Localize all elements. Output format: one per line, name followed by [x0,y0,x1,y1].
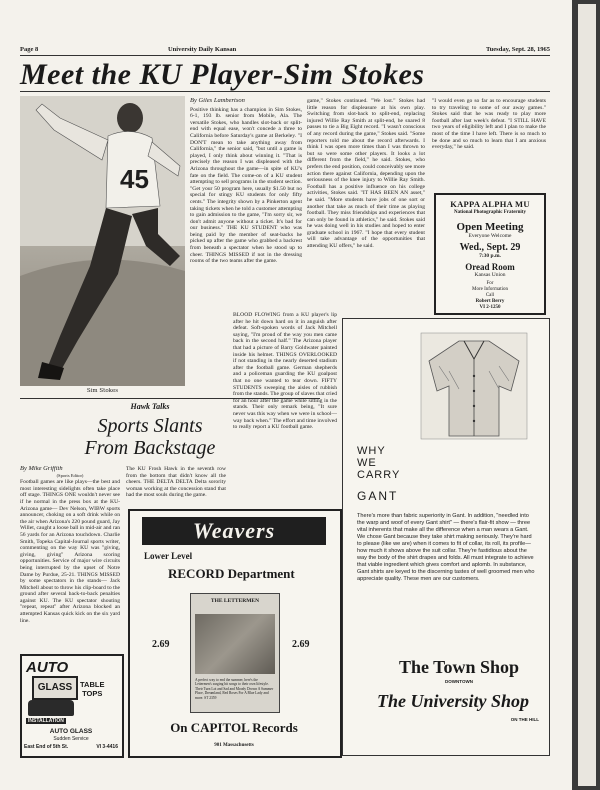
page-headline: Meet the KU Player-Sim Stokes [20,58,425,91]
story-column-3 [432,98,546,186]
table-tops-1: TABLE [80,680,105,689]
column-title-2: From Backstage [84,437,216,459]
kappa-info-2: More Information [472,287,508,292]
column-byline: By Mike Griffith [20,466,63,472]
weavers-ad [128,509,342,758]
kappa-alpha-mu-ad [434,193,546,315]
headline-rule [20,91,550,92]
gant-brand: GANT [357,489,399,503]
kappa-phone: VI 2-1250 [479,305,501,310]
gant-body: There's more than fabric superiority in Gant. In addition, "needled into the warp and woof of every Gant shirt" — there's flair-fit show — three vital inherents that make all the difference when a man wears a Gant. We chose Gant because they take shirt making seriously. They're hard to please (like we are) when it comes to fit of collar, its roll, its profile—how much it shows above the suit collar. They're fastidious about the way the body of the shirt drapes and folds. All must integrate to achieve that viable ingredient which gives comfort and aplomb. In substance, Gant shirts are keyed to the discerning tastes of well groomed men who appreciate quality. These men are our customers. [357,513,535,582]
issue-date: Tuesday, Sept. 28, 1965 [485,46,550,53]
column-text-1: Football games are like plays—the best and most interesting sidelights often take place off stage. THINGS ONE wouldn't never see if he normal in the press box at the KU-Arizona game— Dev Nelson, WIBW sports announcer, choking on a soft drink while on the air when Arizona's 220 pound guard, Jay Willet, caught a loose ball in mid-air and ran 56 yards for an Arizona touchdown. Charlie Smith, Topeka Capital-Journal sports writer, commenting on the way KU was "giving, giving, giving" Arizona scoring opportunities. Service of major wire circuits being interrupted by the upset of Notre Dame by Purdue, 25-21. THINGS MISSED by some spectators in the stands— Jack Mitchell about to throw his clip-board to the ground after several back-to-back penalties against KU. The KU spectator shouting "repeat, repeat" after Arizona blocked an attempted Kansas quick kick on the six yard line. [20,479,120,624]
column-text-2-wrap [126,466,226,506]
paper-name: University Daily Kansan [167,46,237,53]
album-title: THE LETTERMEN [210,598,260,604]
story-column-2 [307,98,425,310]
auto-service: Sudden Service [53,736,89,742]
table-tops-2: TOPS [82,689,103,698]
kappa-sub: National Photographic Fraternity [454,210,526,215]
jersey-number: 45 [120,164,149,194]
auto-glass-ad [20,654,124,758]
kappa-venue: Kansas Union [474,272,506,278]
car-icon [28,700,74,716]
record-label: On CAPITOL Records [170,720,298,735]
adjacent-page [578,4,596,786]
column-title-1: Sports Slants [97,415,203,437]
university-shop-sub: ON THE HILL [510,717,539,722]
kappa-place: Oread Room [465,262,515,272]
auto-phone: VI 3-4416 [96,744,118,750]
kappa-info-1: For [486,281,494,286]
player-photo [20,96,185,386]
column-kicker: Hawk Talks [130,402,170,411]
auto-footer [24,744,118,750]
auto-address: East End of 5th St. [24,744,69,750]
shirt-illustration [419,331,529,441]
installation-word: INSTALLATION [28,718,64,724]
kappa-event: Open Meeting [456,221,524,233]
kappa-info-3: Call [485,293,495,298]
album-text: A perfect way to end the summer, here's the Lettermen's surging hit songs to their own lifestyle. Their Turn Lot and Sad and Moody Drown A Summer Place, Dreamland, Red Roses For A Blue Lady and more. ST 2359 [195,678,274,700]
weavers-address: 901 Massachusetts [214,743,254,748]
kappa-welcome: Everyone Welcome [468,233,512,239]
gant-why [357,445,400,481]
weavers-logo: Weavers [142,517,326,545]
town-shop-name: The Town Shop [398,657,520,677]
adjacent-page-edge [572,0,600,790]
price-right: 2.69 [292,639,310,650]
gant-why-3: CARRY [357,469,401,481]
photo-caption: Sim Stokes [86,388,119,394]
column-text-1-wrap [20,466,120,652]
page-number: Page 8 [20,46,39,53]
album-photo [195,614,275,674]
price-left: 2.69 [152,639,170,650]
auto-name: AUTO GLASS [49,728,93,735]
gant-ad [342,318,550,756]
auto-word: AUTO [26,659,69,676]
column-byline-sub: (Sports Editor) [56,472,84,478]
kappa-time: 7:30 p.m. [479,253,501,259]
table-tops [80,680,104,698]
kappa-contact: Robert Berry [475,299,505,304]
album-cover [190,593,280,713]
glass-word: GLASS [32,676,78,700]
column-text-2: The KU Frosh Hawk in the seventh row from the bottom that didn't know all the cheers. THE DELTA DELTA Delta sorority woman working at the concession stand that had the most souls during the game. [126,466,226,499]
town-shop-sub: DOWNTOWN [445,679,473,684]
page-header [20,46,550,56]
kappa-org: KAPPA ALPHA MU [450,199,530,209]
weavers-lower-level: Lower Level [144,551,193,561]
column-text-3: BLOOD FLOWING from a KU player's lip after he hit down hard on it in anguish after defeat. Soft-spoken words of Jack Mitchell saying, "I'm proud of the way you men came back in the second half." The Arizona player that had a picture of Barry Goldwater painted inside his helmet. THINGS OVERLOOKED if not standing in the nearly deserted stadium after the football game. German shepherds and a policeman guarding the KU goalpost that no one wanted to tear down. FIFTY STUDENTS sweeping the aisles of rubbish from the stands. The group of slaves that cried for an hour after the game while sitting in the stands. Their only remark being, "It sure never was this way when we were in school—way back when." The effort and time involved to really report a KU football game. [233,312,337,431]
story-byline: By Giles Lambertson [190,98,245,104]
university-shop-name: The University Shop [376,691,529,711]
kappa-info [436,281,544,311]
story-text-1: Positive thinking has a champion in Sim Stokes, 6-1, 193 lb. senior from Mobile, Ala. The versatile Stokes, who handles slot-back or split-end with equal ease, won't concede a three to California before Saturday's game at Berkeley. "I DON'T mean to take anything away from California," the senior said, "but until a game is played, I only think about winning it. "That is precisely the reason I was displeased with the Arizona throughout the game—in spite of KU's fate on the field. The come-on of a KU student attempting to sell programs in the student section. "Get your 50 program here, usually $1.50 but no special for stingy KU students for only fifty cents." The integrity shown by a Pinkerton agent taking tickets when he told a customer attempting to gain admission to the game, "I'm sorry sir, we don't admit anyone without a ticket. It's bad for our business." THE KU STUDENT who was being paid by the member of seat-backs he picked up after the game who grabbed a backrest from beneath a spectator when he stood up to cheer. THINGS MISSED if not in the dressing rooms of the two teams after the game. [190,106,302,265]
gant-why-2: WE [357,457,377,469]
column-text-3-wrap [233,312,337,506]
story-text-3: "I would even go so far as to encourage students to try traveling to some of our away games." Stokes said that he was ready to play more football after last week's defeat. "I STILL HAVE two years of eligibility left and I plan to make the most of the time I have left. There is so much to be done and so much to learn that I am anxious everyday," he said. [432,98,546,151]
kappa-date: Wed., Sept. 29 [459,242,521,253]
weavers-record-dept: RECORD Department [168,566,295,581]
gant-why-1: WHY [357,445,386,457]
story-text-2: game," Stokes continued. "We lost." Stokes had little reason for displeasure at his own play. Switching from slot-back to split-end, replacing injured Willie Ray Smith at split-end, he snared 8 passes to tie a Big Eight record. "I wasn't conscious of any record during the game," Stokes said. "Some reporters told me about the record afterwards. I think I was open more times than I was thrown to but so were some other players. It looks a lot different from the field," he said. Stokes, who prefers the end position, could conceivably see more action there against California, depending upon the seriousness of the knee injury to Willie Ray Smith. Football has a positive influence on his college activities, Stokes said. "IT HAS BEEN AN asset," he said. "More students have jobs of one sort or another that take as much of their time as playing football. They miss friendships and experiences that can only be found in athletics," he said. Stokes said he was doing well in his studies and hoped to enter graduate school in 1967. "I hope that every student will take advantage of the opportunities that attending KU offers," he said. [307,98,425,250]
